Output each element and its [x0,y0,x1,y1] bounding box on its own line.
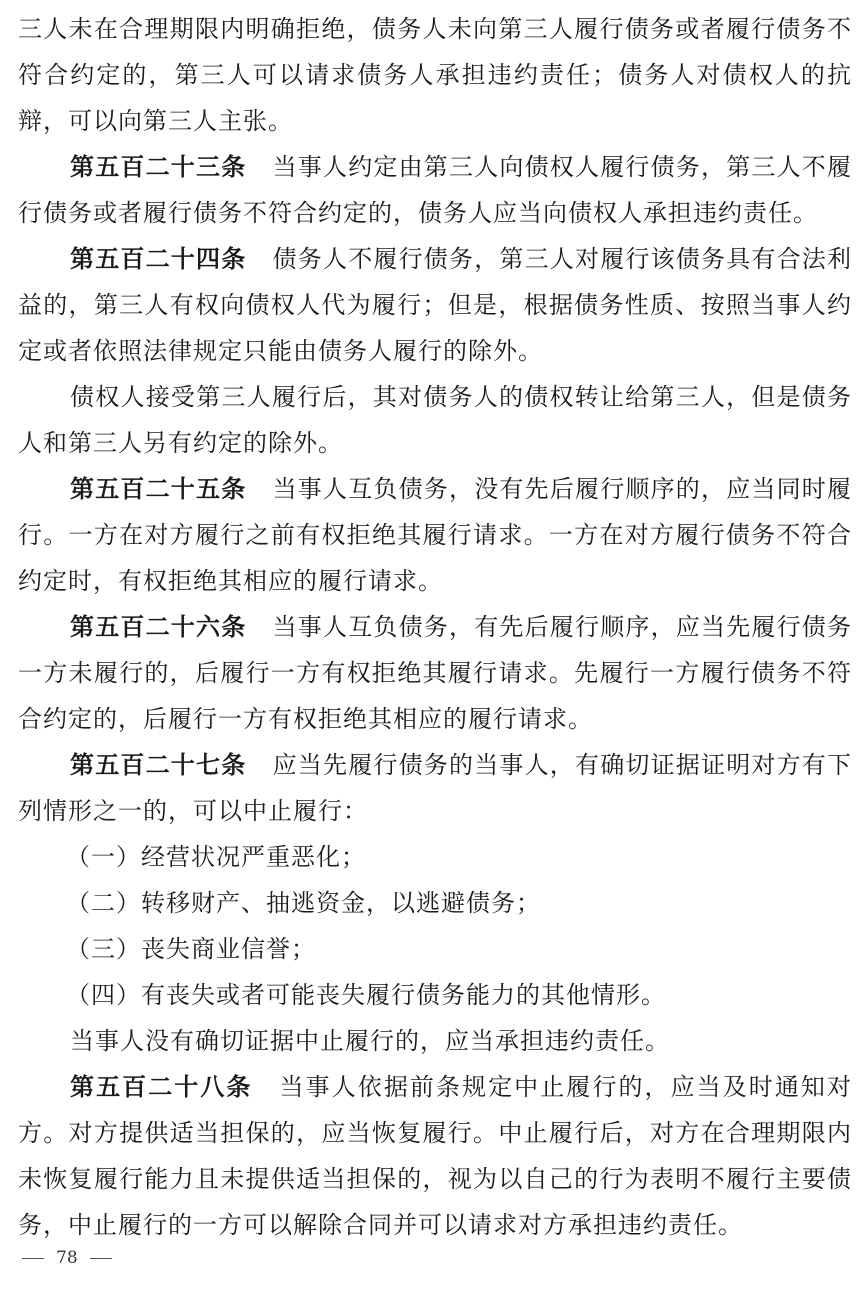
page-number: 78 [56,1248,78,1268]
article-heading: 第五百二十八条 [70,1073,253,1101]
article-text: 债务人不履行债务，第三人对履行该债务具有合法利益的，第三人有权向债权人代为履行；但是，根据债务性质、按照当事人约定或者依照法律规定只能由债务人履行的除外。 [18,245,853,365]
paragraph-plain: 债权人接受第三人履行后，其对债务人的债权转让给第三人，但是债务人和第三人另有约定的除外。 [18,383,852,457]
article-text: 当事人互负债务，没有先后履行顺序的，应当同时履行。一方在对方履行之前有权拒绝其履行请求。一方在对方履行债务不符合约定时，有权拒绝其相应的履行请求。 [18,475,853,595]
article-text: 当事人约定由第三人向债权人履行债务，第三人不履行债务或者履行债务不符合约定的，债务人应当向债权人承担违约责任。 [18,153,853,227]
article-text: 当事人依据前条规定中止履行的，应当及时通知对方。对方提供适当担保的，应当恢复履行。中止履行后，对方在合理期限内未恢复履行能力且未提供适当担保的，视为以自己的行为表明不履行主要债务，中止履行的一方可以解除合同并可以请求对方承担违约责任。 [18,1073,852,1239]
article-524 [18,236,852,374]
paragraph-continuation: 三人未在合理期限内明确拒绝，债务人未向第三人履行债务或者履行债务不符合约定的，第三人可以请求债务人承担违约责任；债务人对债权人的抗辩，可以向第三人主张。 [18,15,852,135]
article-heading: 第五百二十五条 [70,475,247,503]
article-523 [18,144,852,236]
list-item: （二）转移财产、抽逃资金，以逃避债务； [66,889,541,917]
footer-dash-right [90,1258,112,1259]
article-heading: 第五百二十四条 [70,245,247,273]
list-item: （三）丧失商业信誉； [66,935,316,963]
paragraph-plain: 当事人没有确切证据中止履行的，应当承担违约责任。 [70,1027,670,1055]
article-text: 当事人互负债务，有先后履行顺序，应当先履行债务一方未履行的，后履行一方有权拒绝其履行请求。先履行一方履行债务不符合约定的，后履行一方有权拒绝其相应的履行请求。 [18,613,853,733]
list-item: （四）有丧失或者可能丧失履行债务能力的其他情形。 [66,981,666,1009]
article-heading: 第五百二十三条 [70,153,247,181]
article-heading: 第五百二十六条 [70,613,247,641]
article-heading: 第五百二十七条 [70,751,247,779]
article-text: 应当先履行债务的当事人，有确切证据证明对方有下列情形之一的，可以中止履行： [18,751,853,825]
page-footer [22,1248,112,1268]
document-body [18,6,852,1248]
article-527 [18,742,852,834]
list-item: （一）经营状况严重恶化； [66,843,366,871]
article-526 [18,604,852,742]
article-525 [18,466,852,604]
article-528 [18,1064,852,1248]
footer-dash-left [22,1258,44,1259]
